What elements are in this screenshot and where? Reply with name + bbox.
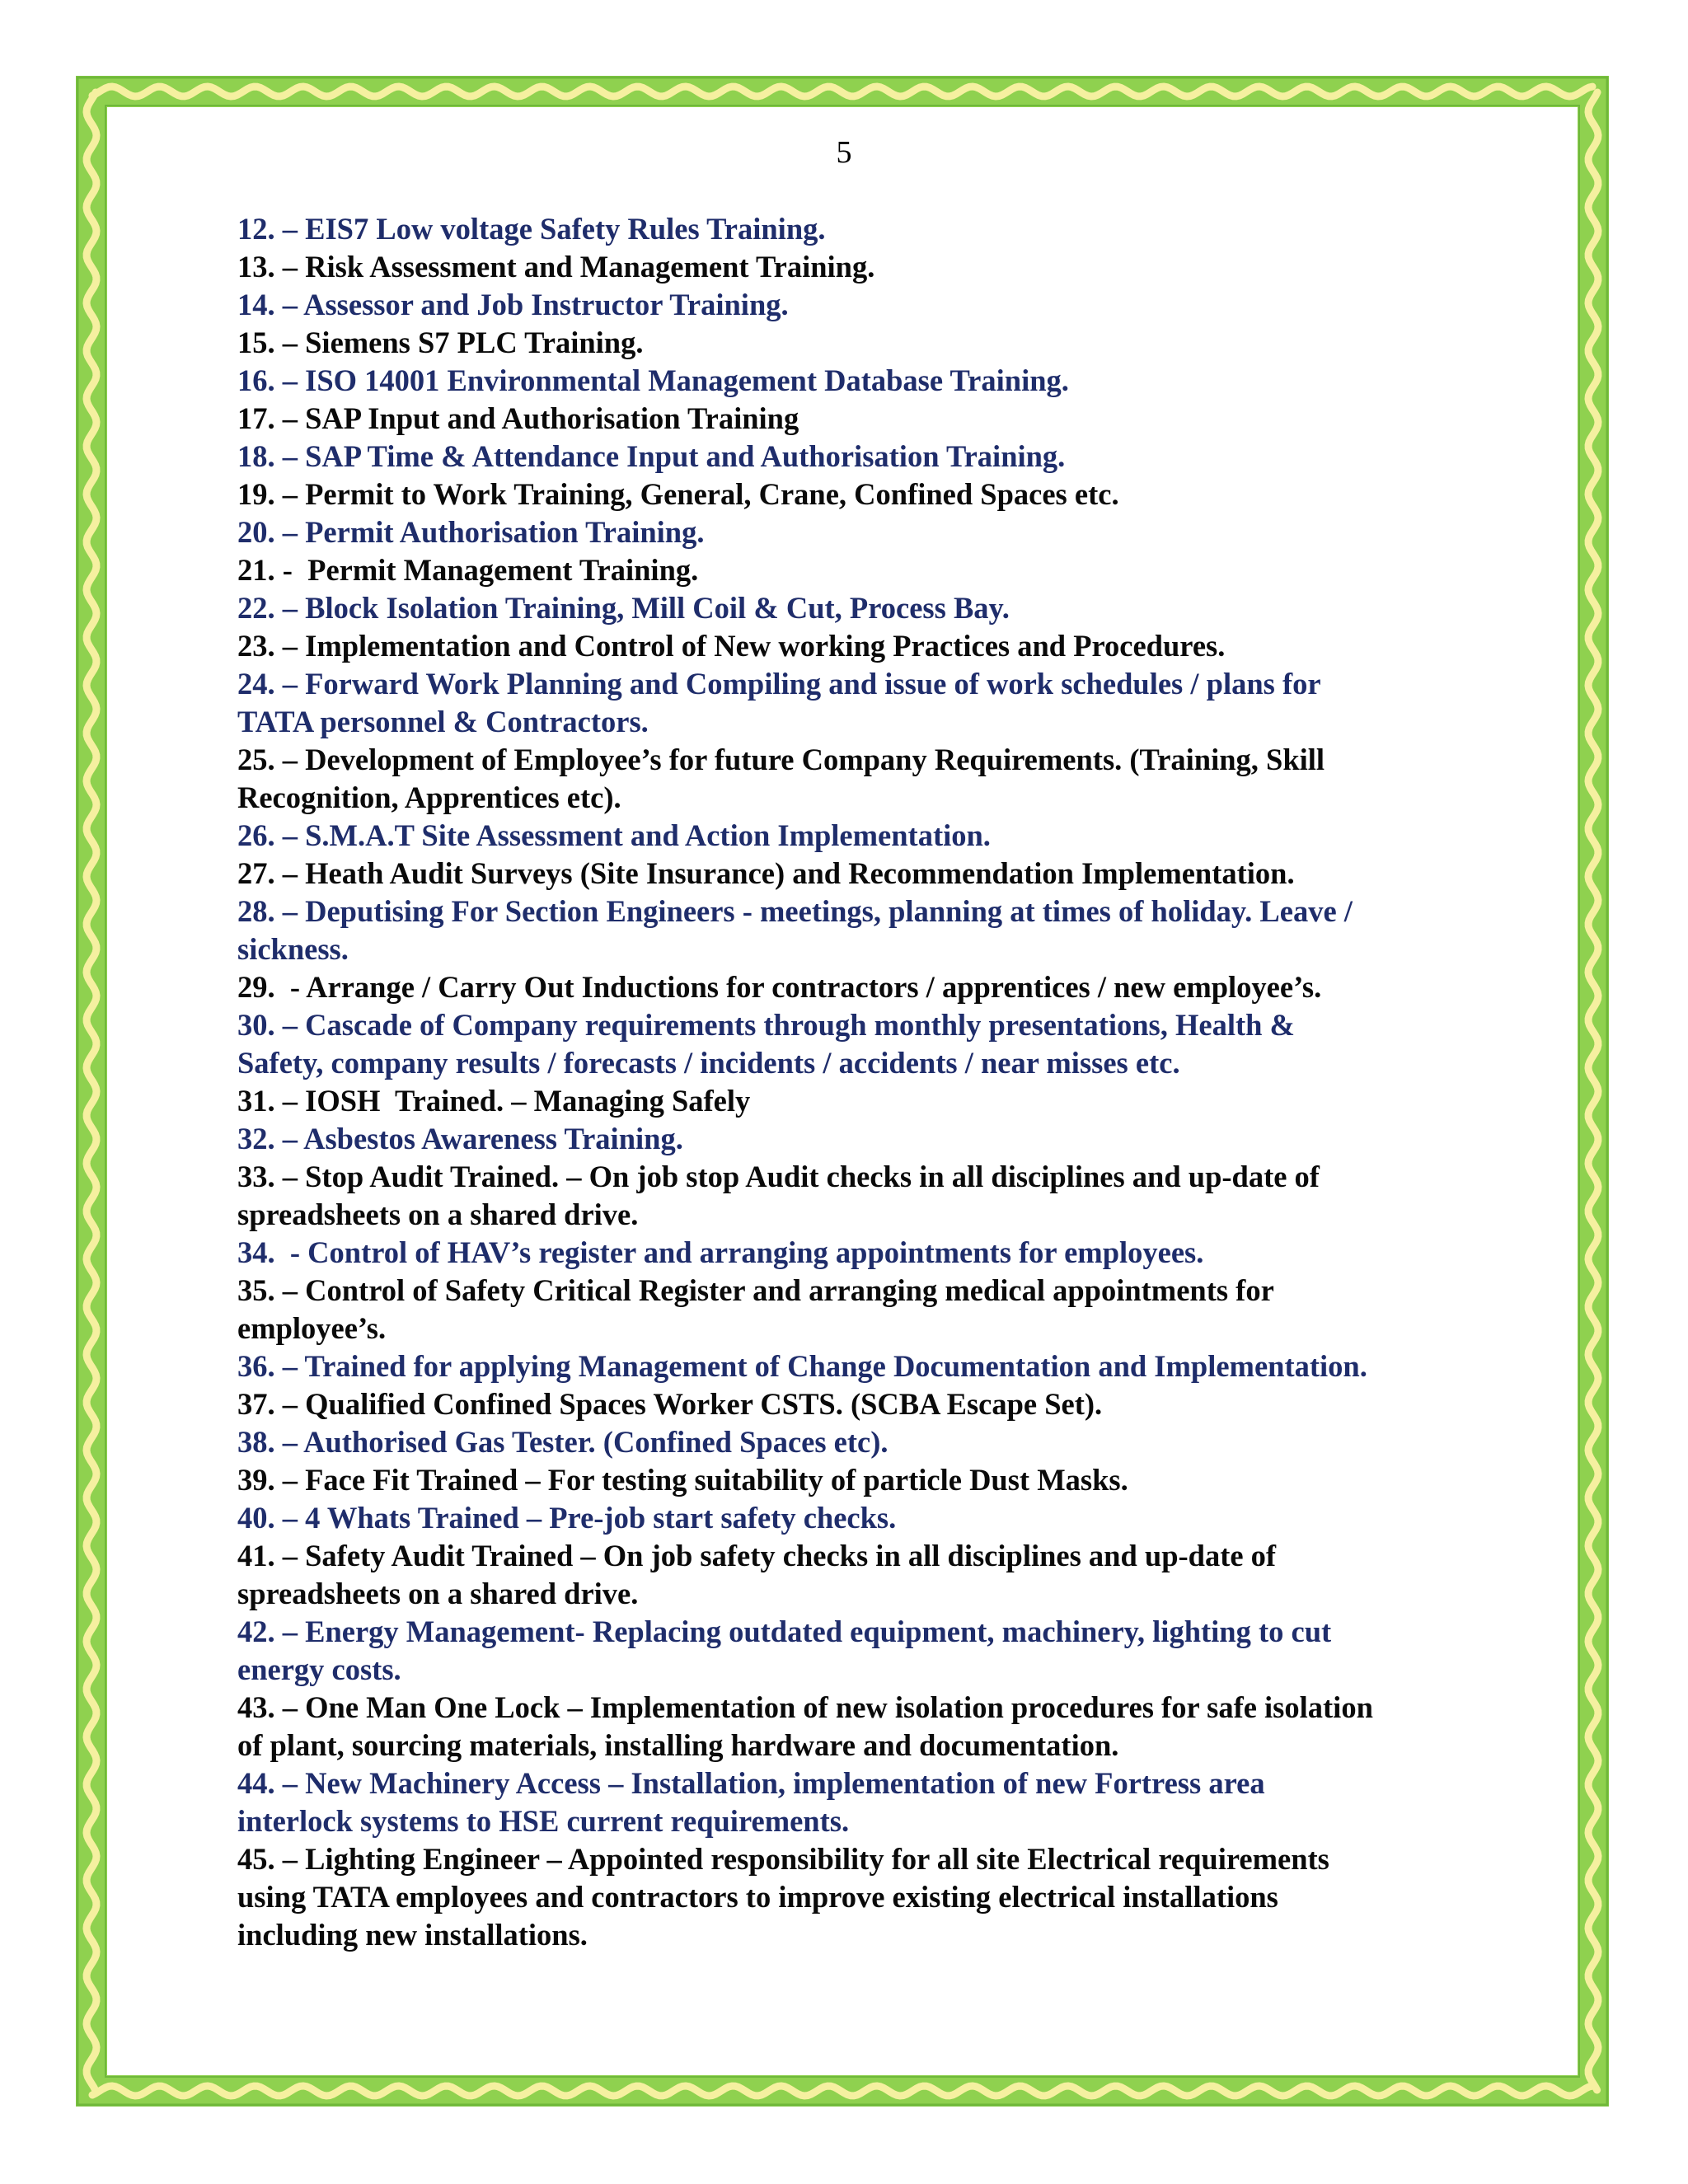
list-item-line: 23. – Implementation and Control of New working Practices and Procedures.	[237, 629, 1226, 663]
list-item-line: 26. – S.M.A.T Site Assessment and Action Implementation.	[237, 818, 991, 852]
list-item-line: including new installations.	[237, 1918, 588, 1952]
list-item	[237, 1423, 1507, 1461]
list-item-line: employee’s.	[237, 1311, 387, 1345]
list-item-line: 42. – Energy Management- Replacing outdated equipment, machinery, lighting to cut	[237, 1615, 1332, 1648]
list-item	[237, 1461, 1507, 1499]
list-item-line: 14. – Assessor and Job Instructor Training.	[237, 288, 789, 321]
list-item-line: spreadsheets on a shared drive.	[237, 1197, 639, 1231]
list-item-line: 36. – Trained for applying Management of Change Documentation and Implementation.	[237, 1349, 1367, 1383]
list-item-line: 13. – Risk Assessment and Management Training.	[237, 250, 875, 284]
list-item	[237, 1385, 1507, 1423]
list-item	[237, 855, 1507, 893]
list-item-line: TATA personnel & Contractors.	[237, 705, 649, 738]
list-item-line: 43. – One Man One Lock – Implementation of new isolation procedures for safe isolation	[237, 1690, 1373, 1724]
list-item	[237, 210, 1507, 248]
list-item-line: sickness.	[237, 932, 349, 966]
list-item	[237, 1120, 1507, 1158]
list-item-line: Safety, company results / forecasts / incidents / accidents / near misses etc.	[237, 1046, 1180, 1080]
list-item	[237, 551, 1507, 589]
list-item	[237, 1537, 1507, 1613]
list-item	[237, 248, 1507, 286]
list-item-line: energy costs.	[237, 1652, 401, 1686]
list-item-line: 12. – EIS7 Low voltage Safety Rules Training.	[237, 212, 826, 246]
list-item	[237, 1499, 1507, 1537]
list-item	[237, 1234, 1507, 1272]
list-item-line: 35. – Control of Safety Critical Register and arranging medical appointments for	[237, 1273, 1274, 1307]
list-item	[237, 893, 1507, 968]
list-item-line: 39. – Face Fit Trained – For testing suitability of particle Dust Masks.	[237, 1463, 1128, 1497]
list-item	[237, 1082, 1507, 1120]
list-item	[237, 476, 1507, 513]
list-item-line: 25. – Development of Employee’s for future Company Requirements. (Training, Skill	[237, 743, 1325, 776]
list-item	[237, 665, 1507, 741]
qualifications-list	[237, 210, 1507, 1954]
list-item-line: 15. – Siemens S7 PLC Training.	[237, 326, 644, 359]
list-item-line: of plant, sourcing materials, installing hardware and documentation.	[237, 1728, 1119, 1762]
list-item-line: 19. – Permit to Work Training, General, Crane, Confined Spaces etc.	[237, 477, 1119, 511]
list-item	[237, 286, 1507, 324]
list-item	[237, 1158, 1507, 1234]
list-item-line: 30. – Cascade of Company requirements through monthly presentations, Health &	[237, 1008, 1295, 1042]
list-item	[237, 627, 1507, 665]
list-item-line: 20. – Permit Authorisation Training.	[237, 515, 705, 549]
list-item-line: 22. – Block Isolation Training, Mill Coil & Cut, Process Bay.	[237, 591, 1010, 625]
list-item-line: 41. – Safety Audit Trained – On job safety checks in all disciplines and up-date of	[237, 1539, 1277, 1572]
list-item	[237, 589, 1507, 627]
list-item-line: 24. – Forward Work Planning and Compiling and issue of work schedules / plans for	[237, 667, 1321, 701]
list-item-line: 33. – Stop Audit Trained. – On job stop Audit checks in all disciplines and up-date of	[237, 1160, 1320, 1193]
list-item	[237, 1840, 1507, 1954]
list-item-line: spreadsheets on a shared drive.	[237, 1577, 639, 1610]
list-item	[237, 968, 1507, 1006]
list-item	[237, 1765, 1507, 1840]
list-item-line: 16. – ISO 14001 Environmental Management Database Training.	[237, 363, 1069, 397]
list-item	[237, 1689, 1507, 1765]
list-item-line: 38. – Authorised Gas Tester. (Confined Spaces etc).	[237, 1425, 889, 1459]
list-item-line: 27. – Heath Audit Surveys (Site Insurance) and Recommendation Implementation.	[237, 856, 1295, 890]
list-item-line: Recognition, Apprentices etc).	[237, 780, 621, 814]
page-number: 5	[836, 135, 852, 170]
list-item-line: 17. – SAP Input and Authorisation Training	[237, 401, 799, 435]
list-item-line: 31. – IOSH Trained. – Managing Safely	[237, 1084, 751, 1118]
list-item-line: 37. – Qualified Confined Spaces Worker CSTS. (SCBA Escape Set).	[237, 1387, 1103, 1421]
list-item	[237, 362, 1507, 400]
list-item	[237, 513, 1507, 551]
list-item	[237, 817, 1507, 855]
list-item-line: 29. - Arrange / Carry Out Inductions for contractors / apprentices / new employee’s.	[237, 970, 1322, 1004]
list-item	[237, 1613, 1507, 1689]
list-item-line: 44. – New Machinery Access – Installation, implementation of new Fortress area	[237, 1766, 1265, 1800]
list-item	[237, 1006, 1507, 1082]
list-item-line: 18. – SAP Time & Attendance Input and Authorisation Training.	[237, 439, 1066, 473]
list-item	[237, 324, 1507, 362]
list-item	[237, 438, 1507, 476]
list-item	[237, 1272, 1507, 1347]
list-item	[237, 400, 1507, 438]
list-item-line: 32. – Asbestos Awareness Training.	[237, 1122, 683, 1155]
list-item	[237, 1347, 1507, 1385]
list-item-line: 28. – Deputising For Section Engineers - meetings, planning at times of holiday. Leave /	[237, 894, 1353, 928]
list-item-line: 45. – Lighting Engineer – Appointed responsibility for all site Electrical requirements	[237, 1842, 1329, 1876]
list-item-line: using TATA employees and contractors to improve existing electrical installations	[237, 1880, 1278, 1914]
list-item-line: 21. - Permit Management Training.	[237, 553, 699, 587]
list-item-line: interlock systems to HSE current requirements.	[237, 1804, 850, 1838]
list-item-line: 40. – 4 Whats Trained – Pre-job start safety checks.	[237, 1501, 897, 1535]
list-item-line: 34. - Control of HAV’s register and arranging appointments for employees.	[237, 1235, 1204, 1269]
list-item	[237, 741, 1507, 817]
